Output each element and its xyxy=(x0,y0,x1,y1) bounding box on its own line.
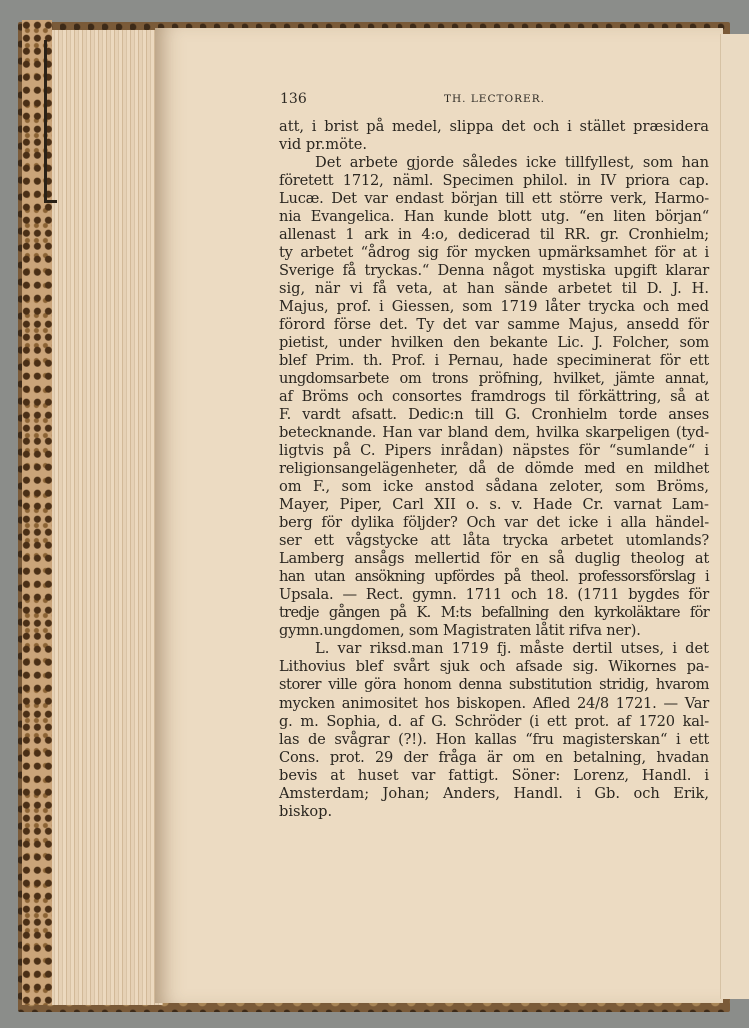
page-number: 136 xyxy=(280,91,307,107)
text-line: han utan ansökning upfördes på theol. professorsförslag i xyxy=(279,568,709,586)
text-line: tredje gången på K. M:ts befallning den kyrkoläktare för xyxy=(279,604,709,622)
text-line: F. vardt afsatt. Dedic:n till G. Cronhielm torde anses xyxy=(279,406,709,424)
text-line: ser ett vågstycke att låta trycka arbetet utomlands? xyxy=(279,532,709,550)
text-line: mycken animositet hos biskopen. Afled 24/8 1721. — Var xyxy=(279,694,709,712)
text-line: Det arbete gjorde således icke tillfyllest, som han xyxy=(315,154,709,172)
text-line: Cons. prot. 29 der fråga är om en betalning, hvadan xyxy=(279,748,709,766)
text-line: Lithovius blef svårt sjuk och afsade sig. Wikornes pa- xyxy=(279,658,709,676)
text-line: L. var riksd.man 1719 fj. måste dertil utses, i det xyxy=(315,640,709,658)
text-line: nia Evangelica. Han kunde blott utg. “en liten början“ xyxy=(279,208,709,226)
text-line: att, i brist på medel, slippa det och i stället præsidera xyxy=(279,118,709,135)
text-line: gymn.ungdomen, som Magistraten låtit rifva ner). xyxy=(279,622,641,640)
page-header xyxy=(280,91,710,111)
text-line: Majus, prof. i Giessen, som 1719 låter trycka och med xyxy=(279,298,709,316)
text-line: Amsterdam; Johan; Anders, Handl. i Gb. och Erik, xyxy=(279,784,709,802)
text-line: ligtvis på C. Pipers inrådan) näpstes för “sumlande“ i xyxy=(279,442,709,460)
text-line: ungdomsarbete om trons pröfning, hvilket, jämte annat, xyxy=(279,370,709,388)
running-title: TH. LECTORER. xyxy=(444,93,545,105)
text-line: pietist, under hvilken den bekante Lic. J. Folcher, som xyxy=(279,334,709,352)
front-page-edge xyxy=(44,40,57,203)
text-line: förord förse det. Ty det var samme Majus, ansedd för xyxy=(279,316,709,334)
body-text xyxy=(279,118,709,821)
text-line: om F., som icke anstod sådana zeloter, som Bröms, xyxy=(279,478,709,496)
text-line: företett 1712, näml. Specimen philol. in IV priora cap. xyxy=(279,172,709,190)
text-line: bevis at huset var fattigt. Söner: Lorenz, Handl. i xyxy=(279,766,709,784)
text-line: betecknande. Han var bland dem, hvilka skarpeligen (tyd- xyxy=(279,424,709,442)
text-line: religionsangelägenheter, då de dömde med en mildhet xyxy=(279,460,709,478)
text-line: Lucæ. Det var endast början till ett större verk, Harmo- xyxy=(279,190,709,208)
text-line: af Bröms och consortes framdrogs til förkättring, så at xyxy=(279,388,709,406)
text-line: biskop. xyxy=(279,802,333,820)
text-line: Sverige få tryckas.“ Denna något mystiska upgift klarar xyxy=(279,262,709,280)
text-line: storer ville göra honom denna substitution stridig, hvarom xyxy=(279,676,709,694)
text-line: allenast 1 ark in 4:o, dedicerad til RR. gr. Cronhielm; xyxy=(279,226,709,244)
text-line: blef Prim. th. Prof. i Pernau, hade speciminerat för ett xyxy=(279,352,709,370)
text-line: Lamberg ansågs mellertid för en så duglig theolog at xyxy=(279,550,709,568)
text-line: Mayer, Piper, Carl XII o. s. v. Hade Cr. varnat Lam- xyxy=(279,496,709,514)
text-line: sig, när vi få veta, at han sände arbetet til D. J. H. xyxy=(279,280,709,298)
text-line: vid pr.möte. xyxy=(279,136,368,154)
text-line: las de svågrar (?!). Hon kallas “fru magisterskan“ i ett xyxy=(279,730,709,748)
text-line: berg för dylika följder? Och var det icke i alla händel- xyxy=(279,514,709,532)
facing-page-edge xyxy=(720,34,749,999)
text-line: Upsala. — Rect. gymn. 1711 och 18. (1711 bygdes för xyxy=(279,586,709,604)
text-line: ty arbetet “ådrog sig för mycken upmärksamhet för at i xyxy=(279,244,709,262)
text-line: g. m. Sophia, d. af G. Schröder (i ett prot. af 1720 kal- xyxy=(279,712,709,730)
